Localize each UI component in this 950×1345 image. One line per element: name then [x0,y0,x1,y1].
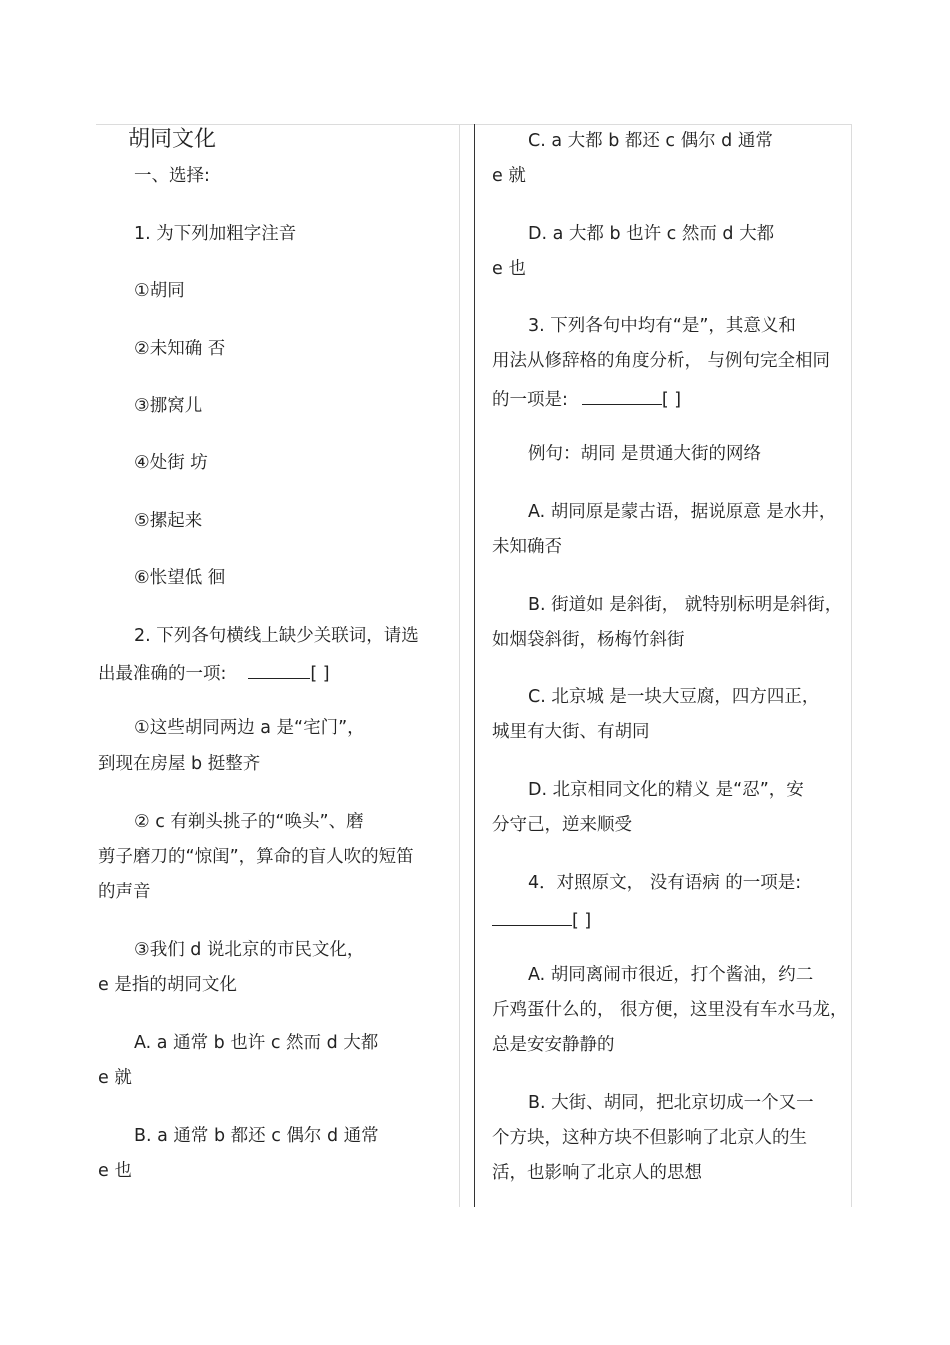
question-3-line3 [492,386,681,411]
q4-option-a-line3: 总是安安静静的 [492,1035,615,1055]
q3-option-c-line1: C. 北京城 是一块大豆腐，四方四正， [528,687,820,707]
q1-item: ②未知确 否 [134,339,226,359]
sentence-3-line1: ③我们 d 说北京的市民文化， [134,940,365,960]
page-title: 胡同文化 [128,127,217,152]
option-a-line2: e 就 [98,1068,132,1088]
q3-option-b-line2: 如烟袋斜街，杨梅竹斜街 [492,630,685,650]
question-1: 1. 为下列加粗字注音 [134,224,297,244]
question-2-line2 [98,660,330,685]
answer-bracket: [ ] [310,664,330,684]
q3-option-c-line2: 城里有大街、有胡同 [492,722,650,742]
q3-option-a-line1: A. 胡同原是蒙古语，据说原意 是水井， [528,502,837,522]
sentence-1-line1: ①这些胡同两边 a 是“宅门”， [134,718,365,738]
answer-bracket: [ ] [572,911,592,931]
answer-blank [582,386,662,405]
q3-option-d-line2: 分守己，逆来顺受 [492,815,632,835]
q4-option-a-line1: A. 胡同离闹市很近，打个酱油，约二 [528,965,814,985]
q3-option-b-line1: B. 街道如 是斜街， 就特别标明是斜街， [528,595,843,615]
q1-item: ④处街 坊 [134,453,208,473]
column-divider [474,124,475,1207]
question-2-text: 出最准确的一项: [98,664,227,684]
q4-option-a-line2: 斤鸡蛋什么的， 很方便，这里没有车水马龙， [492,1000,848,1020]
q3-option-a-line2: 未知确否 [492,537,562,557]
sentence-1-line2: 到现在房屋 b 挺整齐 [98,754,261,774]
question-3-text: 的一项是: [492,390,568,410]
question-3-line1: 3. 下列各句中均有“是”，其意义和 [528,316,796,336]
left-column-border [459,124,460,1207]
q4-option-b-line3: 活，也影响了北京人的思想 [492,1163,702,1183]
answer-bracket: [ ] [661,390,682,410]
sentence-3-line2: e 是指的胡同文化 [98,975,237,995]
option-b-line1: B. a 通常 b 都还 c 偶尔 d 通常 [134,1126,379,1146]
right-column-border [851,124,852,1207]
question-4-line1: 4．对照原文， 没有语病 的一项是: [528,873,802,893]
q1-item: ③挪窝儿 [134,396,203,416]
option-b-line2: e 也 [98,1161,132,1181]
q4-option-b-line1: B. 大街、胡同，把北京切成一个又一 [528,1093,814,1113]
option-d-line2: e 也 [492,259,526,279]
q4-option-b-line2: 个方块，这种方块不但影响了北京人的生 [492,1128,807,1148]
sentence-2-line3: 的声音 [98,882,151,902]
sentence-2-line1: ② c 有剃头挑子的“唤头”、磨 [134,812,364,832]
q1-item: ⑤摞起来 [134,511,203,531]
q1-item: ①胡同 [134,281,185,301]
option-d-line1: D. a 大都 b 也许 c 然而 d 大都 [528,224,775,244]
q3-option-d-line1: D. 北京相同文化的精义 是“忍”，安 [528,780,804,800]
question-4-line2 [492,907,591,932]
example-sentence: 例句：胡同 是贯通大街的网络 [528,444,762,464]
answer-blank [492,907,572,926]
section-heading: 一、选择: [134,166,210,186]
option-c-line1: C. a 大都 b 都还 c 偶尔 d 通常 [528,131,773,151]
option-a-line1: A. a 通常 b 也许 c 然而 d 大都 [134,1033,379,1053]
question-3-line2: 用法从修辞格的角度分析， 与例句完全相同 [492,351,831,371]
question-2-line1: 2. 下列各句横线上缺少关联词，请选 [134,626,419,646]
sentence-2-line2: 剪子磨刀的“惊闺”，算命的盲人吹的短笛 [98,847,414,867]
answer-blank [248,660,310,679]
option-c-line2: e 就 [492,166,526,186]
q1-item: ⑥怅望低 徊 [134,568,226,588]
